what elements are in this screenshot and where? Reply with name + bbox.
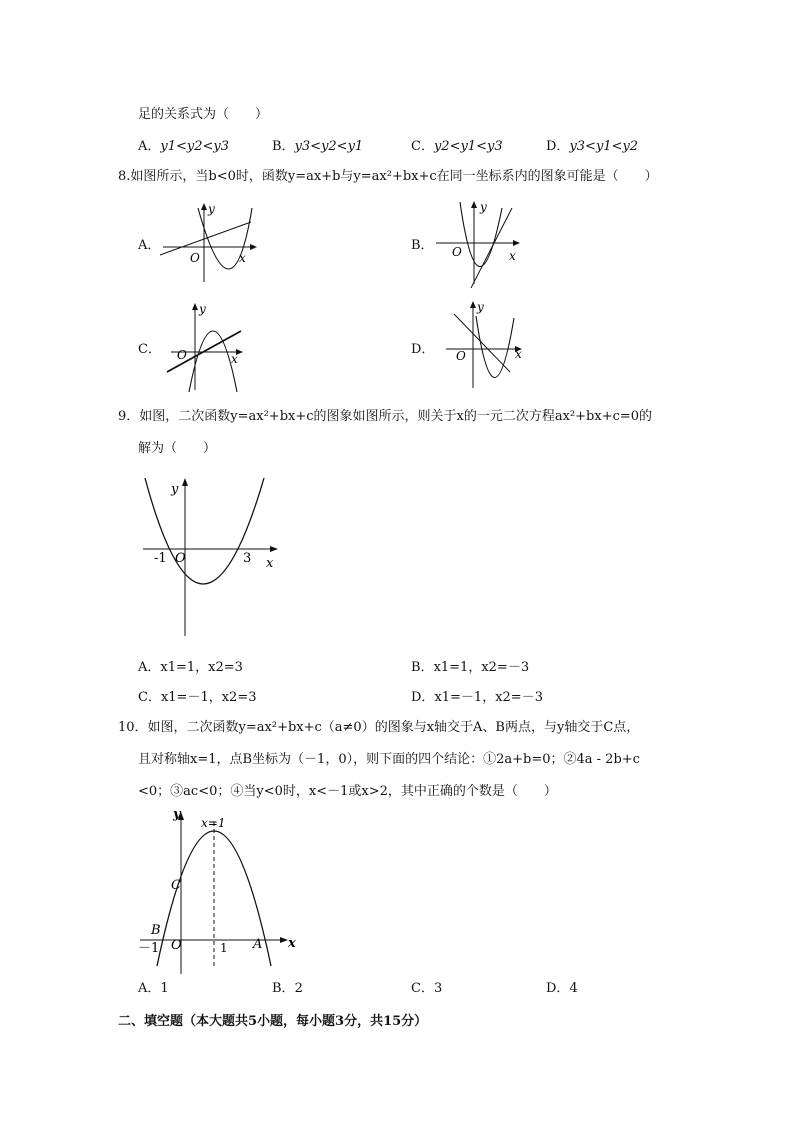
x-label: x [515,347,522,361]
root-3-label: 3 [243,551,252,566]
root-neg1-label: -1 [154,551,167,566]
option-letter: B． [272,139,295,154]
q10-stem-line1: 10．如图，二次函数y=ax²+bx+c（a≠0）的图象与x轴交于A、B两点，与y轴交于C点， [118,720,640,735]
y-label: y [171,482,179,497]
parabola-graph [189,331,237,392]
x-label: x [509,249,516,263]
q9-options-row2 [0,686,794,706]
q8-label-b[interactable]: B． [411,238,434,253]
option-letter: D． [411,690,435,705]
q10-figure [135,806,310,974]
x-label: x [288,936,296,951]
option-text: x1=1，x2=3 [160,660,243,675]
option-letter: C． [411,981,434,996]
line-graph [160,222,251,255]
q8-label-c[interactable]: C． [138,342,161,357]
q9-stem-line2: 解为（ ） [138,441,217,456]
q8-graph-d[interactable] [440,298,535,390]
origin-label: O [177,348,187,362]
q10-stem-line3: <0；③ac<0；④当y<0时，x<－1或x>2，其中正确的个数是（ ） [138,784,557,799]
q9-options-row1 [0,656,794,676]
option-letter: C． [138,690,161,705]
q9-option-c[interactable] [138,686,257,705]
q7-options [0,135,794,155]
origin-label: O [456,349,466,363]
option-letter: B． [411,660,434,675]
y-axis-arrow-icon [182,478,188,486]
q8-graph-b[interactable] [430,198,530,288]
line-graph [471,208,512,288]
option-text: y1<y2<y3 [160,139,230,154]
origin-label: O [452,245,462,259]
q7-option-d[interactable] [546,135,638,154]
x-label: x [231,352,238,366]
q9-stem-line1: 9．如图，二次函数y=ax²+bx+c的图象如图所示，则关于x的一元二次方程ax²+bx+c=0的 [118,409,653,424]
section-2-heading: 二、填空题（本大题共5小题，每小题3分，共15分） [118,1014,428,1029]
option-text: 4 [569,981,578,996]
q10-options [0,977,794,997]
y-label: y [208,202,215,216]
y-axis-arrow-icon [470,301,476,308]
q7-option-c[interactable] [411,135,503,154]
option-letter: D． [546,981,570,996]
option-text: y3<y2<y1 [294,139,364,154]
y-label: y [480,200,487,214]
point-c-label: C [171,878,181,893]
origin-label: O [175,551,186,566]
y-axis-arrow-icon [201,203,207,210]
q10-option-b[interactable] [272,977,303,996]
point-a-label: A [253,937,263,952]
option-letter: C． [411,139,434,154]
origin-label: O [190,251,200,265]
option-letter: A． [138,981,161,996]
q9-option-b[interactable] [411,656,529,675]
q10-stem-line2: 且对称轴x=1，点B坐标为（－1，0），则下面的四个结论：①2a+b=0；②4a - 2b+c [138,752,640,767]
q10-option-a[interactable] [138,977,169,996]
y-axis-arrow-icon [471,201,477,208]
x-axis-arrow-icon [280,937,288,943]
y-label: y [199,302,206,316]
option-text: 2 [294,981,303,996]
q8-graph-a[interactable] [155,200,265,285]
option-text: x1=－1，x2=－3 [434,690,543,705]
x-label: x [266,556,274,571]
q7-option-b[interactable] [272,135,363,154]
q7-option-a[interactable] [138,135,229,154]
line-graph [454,314,510,372]
q10-option-d[interactable] [546,977,578,996]
tick-1-label: 1 [220,941,228,955]
parabola-graph [476,316,514,378]
option-text: x1=1，x2=－3 [433,660,530,675]
x-axis-arrow-icon [250,244,257,250]
axis-of-symmetry-label: x=1 [201,816,226,830]
y-label: y [173,807,181,822]
x-label: x [239,251,246,265]
y-axis-arrow-icon [192,303,198,310]
q8-stem: 8.如图所示，当b<0时，函数y=ax+b与y=ax²+bx+c在同一坐标系内的图象可能是（ ） [118,169,658,184]
q9-option-d[interactable] [411,686,543,705]
q7-stem-tail: 足的关系式为（ ） [138,107,269,122]
option-text: 1 [160,981,169,996]
x-axis-arrow-icon [513,240,520,246]
origin-label: O [171,938,182,953]
option-letter: D． [546,139,570,154]
tick-neg1-label: －1 [138,941,160,956]
q8-label-a[interactable]: A． [138,238,161,253]
option-text: y2<y1<y3 [433,139,503,154]
parabola-graph [145,478,264,584]
point-b-label: B [151,923,161,938]
q10-option-c[interactable] [411,977,442,996]
q9-figure [135,474,295,639]
option-letter: A． [138,660,161,675]
option-text: 3 [433,981,443,996]
x-axis-arrow-icon [270,546,278,552]
option-letter: A． [138,139,161,154]
option-letter: B． [272,981,295,996]
option-text: y3<y1<y2 [569,139,639,154]
q8-label-d[interactable]: D． [411,342,435,357]
q8-graph-c[interactable] [165,300,255,392]
q9-option-a[interactable] [138,656,243,675]
y-label: y [477,300,484,314]
option-text: x1=－1，x2=3 [160,690,257,705]
